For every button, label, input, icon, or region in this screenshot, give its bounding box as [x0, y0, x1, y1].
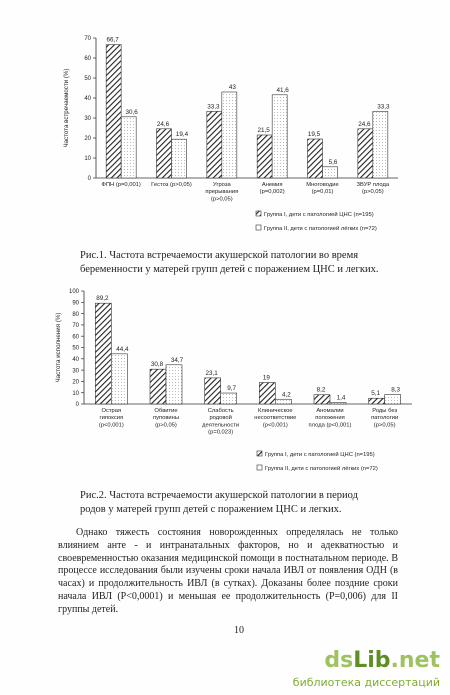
- data-label-series1-2: 24,6: [156, 120, 170, 128]
- data-label-series2-1: 44,4: [116, 345, 129, 353]
- figure-1-caption-line-1: Рис.1. Частота встречаемости акушерской патологии во время: [80, 250, 359, 261]
- x-category-label: Обвитие: [154, 408, 178, 414]
- data-label-series1-5: 8,2: [316, 386, 326, 394]
- x-category-label: Роды без: [372, 408, 398, 414]
- x-category-label: Угроза: [212, 182, 231, 188]
- data-label-series2-6: 8,3: [391, 386, 401, 394]
- y-tick-label: 90: [72, 300, 79, 307]
- x-category-label: Клиническое: [258, 408, 293, 414]
- watermark-logo: [324, 648, 440, 673]
- bar-series1-2: [150, 369, 166, 404]
- bar-series1-5: [314, 395, 330, 404]
- data-label-series1-4: 21,5: [257, 127, 270, 134]
- bar-series2-4: [275, 399, 291, 404]
- bar-series2-6: [385, 395, 401, 404]
- y-tick-label: 50: [72, 345, 79, 352]
- data-label-series2-5: 1,4: [336, 394, 346, 402]
- data-label-series2-1: 30,6: [125, 108, 138, 116]
- watermark-part-ds: ds: [324, 648, 354, 673]
- x-category-label: патологии: [371, 415, 399, 422]
- data-label-series2-2: 19,4: [175, 131, 189, 139]
- data-label-series2-4: 4,2: [281, 391, 291, 399]
- bar-series2-5: [330, 402, 346, 404]
- legend-label-series2: Группа II, дети с патологией лёгких (n=72): [265, 466, 378, 472]
- data-label-series1-3: 23,1: [205, 369, 218, 377]
- x-category-label: Многоводие: [306, 182, 339, 188]
- data-label-series1-6: 5,1: [371, 390, 381, 398]
- data-label-series2-6: 33,3: [377, 103, 390, 111]
- page-number: 10: [234, 625, 244, 636]
- y-tick-label: 20: [84, 136, 91, 143]
- legend-label-series2: Группа II, дети с патологией лёгких (n=72): [264, 226, 377, 232]
- x-category-label: ЗВУР плода: [356, 182, 390, 188]
- y-tick-label: 50: [84, 76, 91, 83]
- x-category-label: (р>0,05): [373, 422, 396, 429]
- x-category-label: (р>0,05): [155, 422, 177, 429]
- y-tick-label: 70: [72, 323, 79, 330]
- x-category-label: ФПН (р=0,001): [101, 182, 141, 188]
- data-label-series1-4: 19: [262, 374, 270, 382]
- data-label-series1-3: 33,3: [207, 103, 220, 111]
- x-category-label: плода (р<0,001): [308, 422, 352, 429]
- data-label-series1-1: 89,2: [96, 295, 109, 303]
- data-label-series2-2: 34,7: [170, 356, 184, 364]
- bar-series1-1: [95, 303, 111, 404]
- x-category-label: (р>0,05): [361, 189, 384, 196]
- y-tick-label: 100: [68, 289, 79, 296]
- figure-2-caption-line-1: Рис.2. Частота встречаемости акушерской патологии в период: [80, 490, 358, 501]
- x-category-label: прерывания: [205, 189, 239, 196]
- x-category-label: (р<0,001): [262, 422, 288, 429]
- bar-series1-3: [205, 378, 221, 404]
- x-category-label: несоответствие: [254, 415, 297, 422]
- y-axis-title: Частота встречаемости (%): [63, 68, 70, 148]
- watermark-part-lib: Lib: [353, 648, 391, 673]
- y-tick-label: 10: [84, 156, 91, 163]
- y-tick-label: 10: [72, 390, 79, 397]
- x-category-label: родовой: [209, 415, 232, 422]
- data-label-series1-2: 30,8: [150, 361, 164, 369]
- body-paragraph: Однако тяжесть состояния новорожденных определялась не только влиянием анте - и интранатальных факторов, но и адекватностью и своевременностью оказания медицинской помощи в постнатальном периоде. В процессе исследования были изучены сроки начала ИВЛ от появления ОДН (в часах) и продолжительность ИВЛ (в сутках). Доказаны более поздние сроки начала ИВЛ (P<0,0001) и меньшая ее продолжительность (P=0,006) для II группы детей.: [58, 527, 398, 615]
- bar-series2-3: [221, 393, 237, 404]
- x-category-label: Гестоз (р>0,05): [151, 182, 192, 188]
- data-label-series2-5: 5,6: [328, 158, 338, 166]
- bar-series1-4: [259, 383, 275, 404]
- legend-swatch-series2: [257, 465, 262, 470]
- x-category-label: пуповины: [152, 415, 180, 422]
- y-axis-title: Частота исполнения (%): [55, 312, 62, 383]
- y-tick-label: 70: [84, 36, 91, 43]
- y-tick-label: 60: [84, 56, 91, 63]
- data-label-series1-6: 24,6: [358, 120, 371, 128]
- x-category-label: (р=0,01): [311, 189, 334, 196]
- data-label-series2-3: 9,7: [227, 385, 237, 393]
- x-category-label: Анемия: [261, 182, 283, 188]
- x-category-label: положения: [315, 415, 345, 422]
- x-category-label: гипоксия: [99, 415, 124, 422]
- data-label-series1-5: 19,5: [307, 131, 321, 138]
- x-category-label: Слабость: [207, 408, 234, 414]
- data-label-series2-3: 43: [228, 84, 236, 91]
- x-category-label: Аномалии: [316, 408, 344, 414]
- x-category-label: (р=0,023): [208, 429, 234, 436]
- y-tick-label: 0: [87, 176, 91, 183]
- bar-series2-1: [111, 354, 127, 404]
- legend-label-series1: Группа I, дети с патологией ЦНС (n=195): [265, 452, 375, 458]
- y-tick-label: 40: [84, 96, 91, 103]
- y-tick-label: 30: [84, 116, 91, 123]
- figure-1-caption-line-2: беременности у матерей групп детей с поражением ЦНС и легких.: [80, 264, 379, 275]
- x-category-label: (р=0,002): [259, 189, 285, 196]
- x-category-label: (р>0,05): [210, 196, 233, 203]
- y-tick-label: 40: [72, 357, 79, 363]
- y-tick-label: 60: [72, 334, 79, 341]
- bar-series2-2: [166, 365, 182, 404]
- y-tick-label: 30: [72, 368, 79, 375]
- data-label-series2-4: 41,6: [276, 86, 289, 94]
- watermark-part-net: .net: [390, 648, 440, 673]
- figure-2-caption-line-2: родов у матерей групп детей с поражением ЦНС и легких.: [80, 504, 342, 515]
- y-tick-label: 0: [75, 402, 79, 409]
- x-category-label: деятельности: [202, 422, 240, 429]
- watermark-subtitle: библиотека диссертаций: [292, 676, 440, 689]
- legend-swatch-series1: [257, 451, 262, 456]
- y-tick-label: 80: [72, 311, 79, 318]
- x-category-label: (р<0,001): [98, 422, 124, 429]
- legend-label-series1: Группа I, дети с патологией ЦНС (n=195): [264, 212, 374, 218]
- bar-series1-6: [369, 398, 385, 404]
- x-category-label: Острая: [101, 408, 122, 414]
- y-tick-label: 20: [72, 379, 79, 386]
- data-label-series1-1: 66,7: [106, 36, 119, 44]
